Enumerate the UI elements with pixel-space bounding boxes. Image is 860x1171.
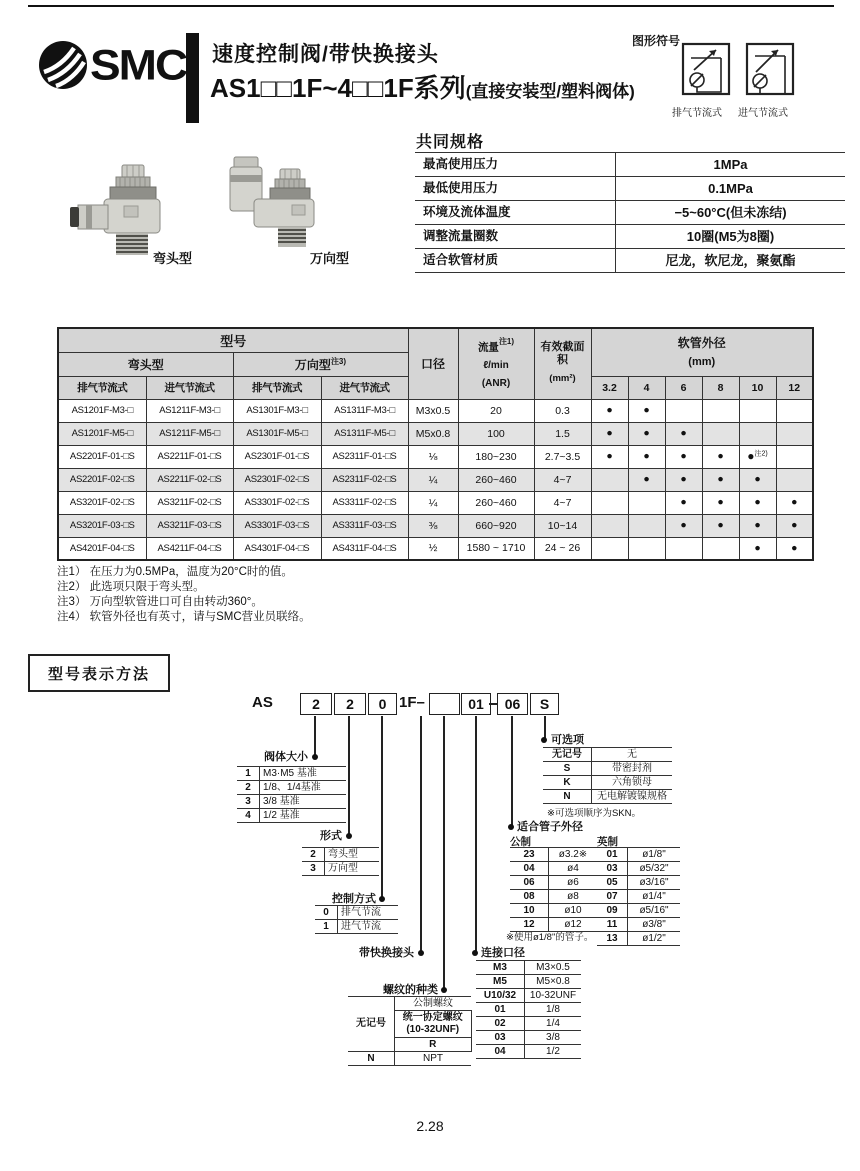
- body-size-table: 1 M3·M5 基准 2 1/8、1/4基准 3 3/8 基准 4 1/2 基准: [237, 766, 346, 823]
- code-dash: [489, 703, 497, 705]
- series-subtitle: (直接安装型/塑料阀体): [465, 82, 635, 101]
- symbol-intake-icon: [745, 42, 795, 100]
- footnote-1: 注1） 在压力为0.5MPa，温度为20°C时的值。: [57, 566, 293, 578]
- tube-od-label: 适合管子外径: [517, 821, 583, 833]
- footnote-3: 注3） 万向型软管进口可自由转动360°。: [57, 596, 263, 608]
- size-header: 10: [739, 376, 776, 399]
- code-box-body-size: 2: [300, 693, 332, 715]
- size-header: 3.2: [591, 376, 628, 399]
- footnote-2: 注2） 此选项只限于弯头型。: [57, 581, 205, 593]
- fitting-label: 带快换接头: [359, 947, 414, 959]
- page-title-line2: [210, 68, 635, 105]
- spec-row: 调整流量圈数 10圈(M5为8圈): [415, 224, 845, 248]
- dot-with-note: ●$^{注2)}$: [739, 445, 776, 468]
- symbol-exhaust-caption: 排气节流式: [672, 108, 722, 119]
- col-header-exhaust: 排气节流式: [233, 376, 321, 399]
- leader-line: [443, 716, 445, 991]
- table-row: AS1201F-M5-□ AS1211F-M5-□ AS1301F-M5-□ AS1311F-M5-□ M5x0.8 100 1.5 ● ● ●: [58, 422, 813, 445]
- options-note: ※可选项顺序为SKN。: [547, 808, 641, 819]
- leader-dot: [541, 737, 547, 743]
- common-spec-table: [415, 152, 845, 273]
- leader-line: [475, 716, 477, 954]
- col-header-intake: 进气节流式: [146, 376, 233, 399]
- thread-type-table: 无记号 公制螺纹 统一协定螺纹 (10-32UNF) R N NPT: [348, 996, 472, 1066]
- spec-row: 最高使用压力 1MPa: [415, 152, 845, 176]
- options-label: 可选项: [551, 734, 584, 746]
- common-spec-title: 共同规格: [416, 134, 485, 151]
- options-table: 无记号 无 S 带密封剂 K 六角锁母 N 无电解镀镍规格: [543, 747, 672, 804]
- leader-line: [381, 716, 383, 900]
- footnotes: [57, 565, 311, 625]
- leader-dot: [508, 824, 514, 830]
- table-row: AS2201F-02-□S AS2211F-02-□S AS2301F-02-□S AS2311F-02-□S ¼ 260~460 4~7 ● ● ● ●: [58, 468, 813, 491]
- col-header-flow: 流量$^{注1)}$ ℓ/min (ANR): [458, 328, 534, 399]
- universal-type-label: 万向型: [310, 251, 350, 266]
- leader-dot: [472, 950, 478, 956]
- control-label: 控制方式: [332, 893, 376, 905]
- code-box-control: 0: [368, 693, 397, 715]
- code-box-tube: 06: [497, 693, 528, 715]
- col-header-intake: 进气节流式: [321, 376, 408, 399]
- size-header: 6: [665, 376, 702, 399]
- code-box-thread: [429, 693, 460, 715]
- inch-label: 英制: [597, 836, 618, 848]
- top-rule: [28, 5, 834, 7]
- code-box-form: 2: [334, 693, 366, 715]
- col-header-model: 型号: [58, 328, 408, 352]
- col-header-universal: 万向型$^{注3)}$: [233, 352, 408, 376]
- universal-product-image: [222, 155, 322, 265]
- how-to-order-title: 型号表示方法: [28, 654, 170, 692]
- graphic-symbol-label: 图形符号: [632, 34, 681, 48]
- leader-line: [314, 716, 316, 757]
- col-header-port: 口径: [408, 328, 458, 399]
- form-label: 形式: [320, 830, 342, 842]
- code-fitting-text: 1F–: [399, 694, 425, 711]
- table-row: AS3201F-03-□S AS3211F-03-□S AS3301F-03-□S AS3311F-03-□S ⅜ 660~920 10~14 ● ● ● ●: [58, 514, 813, 537]
- control-table: 0 排气节流 1 进气节流: [315, 905, 398, 934]
- leader-line: [348, 716, 350, 836]
- col-header-exhaust: 排气节流式: [58, 376, 146, 399]
- spec-row: 最低使用压力 0.1MPa: [415, 176, 845, 200]
- port-size-label: 连接口径: [481, 947, 525, 959]
- code-box-port: 01: [461, 693, 491, 715]
- table-row: AS3201F-02-□S AS3211F-02-□S AS3301F-02-□S AS3311F-02-□S ¼ 260~460 4~7 ● ● ● ●: [58, 491, 813, 514]
- spec-row: 适合软管材质 尼龙，软尼龙，聚氨酯: [415, 248, 845, 273]
- metric-note: ※使用ø1/8"的管子。: [506, 932, 594, 943]
- table-row: AS2201F-01-□S AS2211F-01-□S AS2301F-01-□S AS2311F-01-□S ⅛ 180~230 2.7~3.5 ● ● ● ● ●$^{注2)}$: [58, 445, 813, 468]
- leader-dot: [441, 987, 447, 993]
- smc-swirl-icon: [36, 38, 90, 92]
- brand-text: SMC: [90, 41, 187, 89]
- footnote-4: 注4） 软管外径也有英寸，请与SMC营业员联络。: [57, 611, 311, 623]
- leader-line: [511, 716, 513, 828]
- col-header-area: 有效截面积 (mm²): [534, 328, 591, 399]
- symbol-exhaust-icon: [681, 42, 731, 100]
- page-number: 2.28: [416, 1118, 444, 1134]
- model-table: [57, 327, 814, 561]
- tube-od-metric-table: 23 ø3.2※ 04 ø4 06 ø6 08 ø8 10 ø10 12 ø12: [510, 847, 597, 932]
- thread-type-label: 螺纹的种类: [383, 984, 438, 996]
- port-size-table: M3 M3×0.5 M5 M5×0.8 U10/32 10-32UNF 01 1/8 02 1/4 03 3/8 04 1/2: [476, 960, 581, 1059]
- tube-od-inch-table: 01 ø1/8" 03 ø5/32" 05 ø3/16" 07 ø1/4" 09 ø5/16" 11 ø3/8" 13 ø1/2": [597, 847, 680, 946]
- metric-label: 公制: [510, 836, 531, 848]
- leader-line: [420, 716, 422, 954]
- col-header-elbow: 弯头型: [58, 352, 233, 376]
- leader-dot: [379, 896, 385, 902]
- header-divider-bar: [186, 33, 199, 123]
- leader-dot: [418, 950, 424, 956]
- page-title-line1: 速度控制阀/带快换接头: [212, 43, 439, 66]
- elbow-type-label: 弯头型: [153, 251, 193, 266]
- table-row: AS1201F-M3-□ AS1211F-M3-□ AS1301F-M3-□ AS1311F-M3-□ M3x0.5 20 0.3 ● ●: [58, 399, 813, 422]
- code-box-option: S: [530, 693, 559, 715]
- leader-dot: [312, 754, 318, 760]
- spec-row: 环境及流体温度 −5~60°C(但未冻结): [415, 200, 845, 224]
- code-prefix: AS: [252, 694, 273, 711]
- body-size-label: 阀体大小: [264, 751, 308, 763]
- leader-dot: [346, 833, 352, 839]
- series-code: AS1□□1F~4□□1F系列: [210, 73, 466, 103]
- size-header: 4: [628, 376, 665, 399]
- col-header-tube-od: 软管外径 (mm): [591, 328, 813, 376]
- table-row: AS4201F-04-□S AS4211F-04-□S AS4301F-04-□S AS4311F-04-□S ½ 1580 ~ 1710 24 ~ 26 ● ●: [58, 537, 813, 560]
- smc-logo: [36, 38, 186, 92]
- form-table: 2 弯头型 3 万向型: [302, 847, 379, 876]
- size-header: 12: [776, 376, 813, 399]
- symbol-intake-caption: 进气节流式: [738, 108, 788, 119]
- size-header: 8: [702, 376, 739, 399]
